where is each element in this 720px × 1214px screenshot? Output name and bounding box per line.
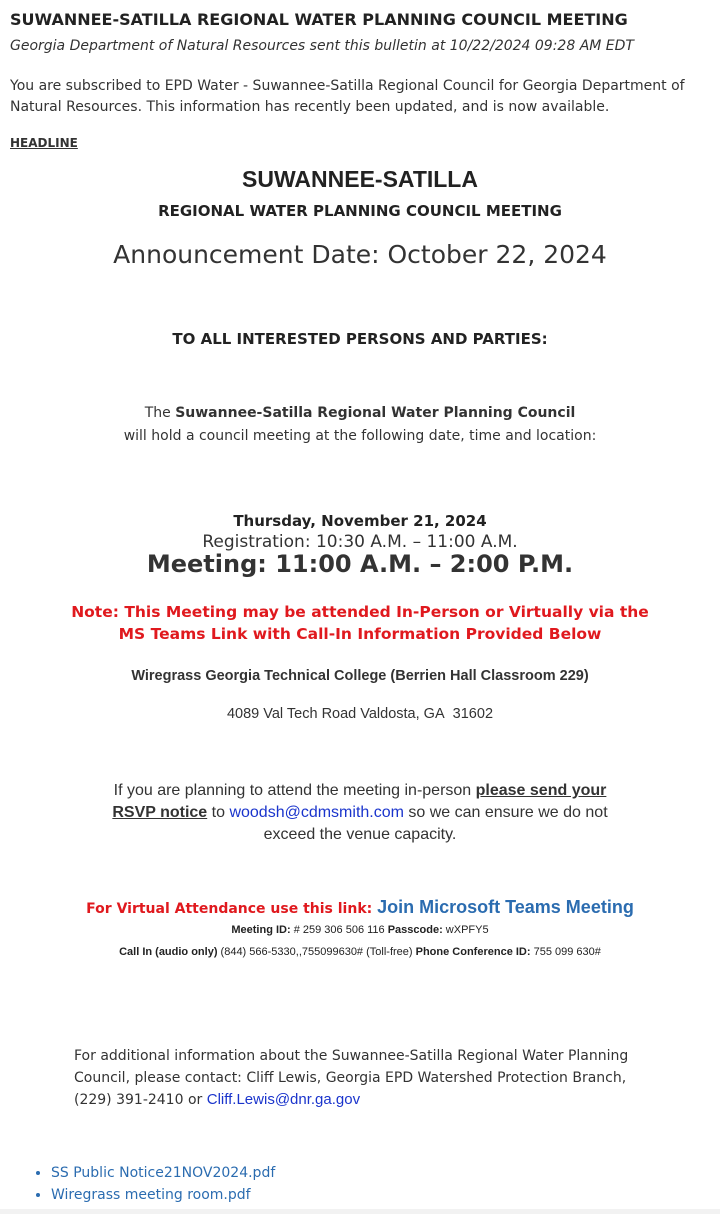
attachment-link-meeting-room[interactable]: Wiregrass meeting room.pdf bbox=[51, 1187, 251, 1203]
contact-text: For additional information about the Suwannee-Satilla Regional Water Planning Council, please contact: Cliff Lewis, Georgia EPD Watershed Protection Branch, (229) 391-2410 or bbox=[74, 1048, 629, 1108]
attachment-link-public-notice[interactable]: SS Public Notice21NOV2024.pdf bbox=[51, 1165, 276, 1181]
call-in-label: Call In (audio only) bbox=[119, 946, 218, 958]
conference-id-value: 755 099 630# bbox=[530, 946, 601, 958]
venue-name: Wiregrass Georgia Technical College (Berrien Hall Classroom 229) bbox=[131, 668, 589, 684]
attendance-note bbox=[0, 601, 720, 645]
rsvp-email-link[interactable]: woodsh@cdmsmith.com bbox=[229, 804, 404, 821]
call-in-number: (844) 566-5330,,755099630# (Toll-free) bbox=[217, 946, 416, 958]
intro-prefix: The bbox=[144, 405, 176, 421]
call-in-line bbox=[0, 946, 720, 958]
teams-meeting-link[interactable]: Join Microsoft Teams Meeting bbox=[377, 897, 634, 917]
intro-line-1 bbox=[0, 405, 720, 421]
venue-address: 4089 Val Tech Road Valdosta, GA 31602 bbox=[226, 706, 494, 722]
attendance-note-line-1: Note: This Meeting may be attended In-Person or Virtually via the bbox=[71, 603, 649, 621]
meeting-id-line bbox=[0, 924, 720, 936]
meeting-id-label: Meeting ID: bbox=[231, 924, 291, 936]
list-item bbox=[51, 1162, 275, 1184]
bulletin-title: SUWANNEE-SATILLA REGIONAL WATER PLANNING COUNCIL MEETING bbox=[10, 10, 628, 29]
attendance-note-line-2: MS Teams Link with Call-In Information Provided Below bbox=[118, 625, 602, 643]
rsvp-to: to bbox=[207, 804, 230, 821]
virtual-attendance-label: For Virtual Attendance use this link: bbox=[86, 901, 378, 917]
footer-divider bbox=[0, 1209, 720, 1214]
registration-time: Registration: 10:30 A.M. – 11:00 A.M. bbox=[202, 532, 518, 552]
passcode-value: wXPFY5 bbox=[442, 924, 489, 936]
list-item bbox=[51, 1184, 275, 1206]
intro-council-name: Suwannee-Satilla Regional Water Planning Council bbox=[175, 405, 576, 421]
organization-name: SUWANNEE-SATILLA bbox=[242, 166, 478, 192]
meeting-id-value: # 259 306 506 116 bbox=[290, 924, 388, 936]
rsvp-link[interactable]: please send your RSVP notice bbox=[112, 782, 607, 821]
meeting-date: Thursday, November 21, 2024 bbox=[233, 512, 487, 530]
rsvp-prefix: If you are planning to attend the meeting in-person bbox=[113, 782, 476, 799]
headline-label: HEADLINE bbox=[10, 136, 78, 150]
council-title: REGIONAL WATER PLANNING COUNCIL MEETING bbox=[158, 202, 562, 220]
virtual-attendance bbox=[0, 897, 720, 918]
announcement-date: Announcement Date: October 22, 2024 bbox=[113, 240, 607, 269]
bulletin-meta: Georgia Department of Natural Resources sent this bulletin at 10/22/2024 09:28 AM EDT bbox=[10, 38, 634, 54]
attachments-list bbox=[32, 1162, 275, 1206]
contact-email-link[interactable]: Cliff.Lewis@dnr.ga.gov bbox=[206, 1091, 361, 1108]
contact-paragraph bbox=[74, 1045, 654, 1111]
rsvp-paragraph bbox=[90, 780, 630, 846]
conference-id-label: Phone Conference ID: bbox=[415, 946, 531, 958]
salutation: TO ALL INTERESTED PERSONS AND PARTIES: bbox=[172, 330, 548, 348]
meeting-time: Meeting: 11:00 A.M. – 2:00 P.M. bbox=[146, 550, 574, 578]
intro-line-2: will hold a council meeting at the following date, time and location: bbox=[123, 428, 597, 444]
subscription-text: You are subscribed to EPD Water - Suwannee-Satilla Regional Council for Georgia Department of Natural Resources. This information has recently been updated, and is now available. bbox=[10, 78, 685, 115]
rsvp-suffix: so we can ensure we do not exceed the venue capacity. bbox=[263, 804, 608, 843]
passcode-label: Passcode: bbox=[387, 924, 443, 936]
